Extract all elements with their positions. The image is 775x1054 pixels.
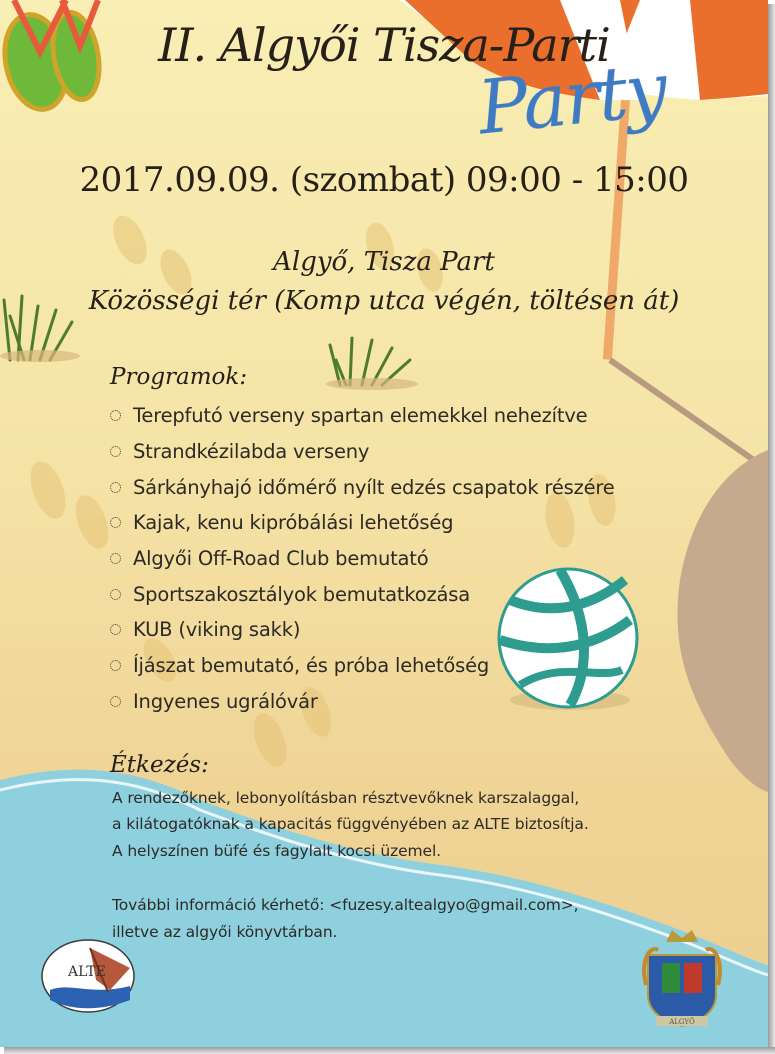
program-item-label: Algyői Off-Road Club bemutató [133,547,429,571]
poster-title-accent: Party [474,46,670,152]
programs-heading: Programok: [110,364,248,390]
food-heading: Étkezés: [110,752,209,778]
program-item-label: KUB (viking sakk) [133,618,301,642]
program-item-label: Sportszakosztályok bemutatkozása [133,582,470,606]
program-item-label: Strandkézilabda verseny [133,440,370,464]
palm-leaf-icon [677,450,768,792]
circle-bullet-icon [110,446,121,457]
page-shadow-right [768,4,775,1054]
poster-title: II. Algyői Tisza-Parti [158,18,610,72]
alte-logo-icon [42,940,134,1012]
program-item [110,469,615,505]
program-item [110,398,615,434]
program-list [110,398,615,719]
event-location: Algyő, Tisza Part [273,247,495,277]
program-item [110,648,615,684]
program-item [110,434,615,470]
circle-bullet-icon [110,589,121,600]
circle-bullet-icon [110,553,121,564]
food-text-line: A rendezőknek, lebonyolításban résztvevőknek karszalaggal, [112,789,580,807]
circle-bullet-icon [110,660,121,671]
contact-info-line: További információ kérhető: <fuzesy.altealgyo@gmail.com>, [112,896,579,914]
program-item [110,541,615,577]
circle-bullet-icon [110,624,121,635]
event-venue: Közösségi tér (Komp utca végén, töltésen át) [88,286,680,316]
circle-bullet-icon [110,410,121,421]
circle-bullet-icon [110,482,121,493]
event-date: 2017.09.09. (szombat) 09:00 - 15:00 [79,160,689,200]
circle-bullet-icon [110,517,121,528]
crest-banner-text: ALGYŐ [669,1018,695,1026]
program-item [110,576,615,612]
page-shadow-bottom [4,1047,775,1054]
food-text-line: a kilátogatóknak a kapacitás függvényében az ALTE biztosítja. [112,815,589,833]
program-item-label: Ingyenes ugrálóvár [133,689,318,713]
alte-logo-text: ALTE [68,964,106,980]
program-item-label: Terepfutó verseny spartan elemekkel nehezítve [133,404,588,428]
food-text-line: A helyszínen büfé és fagylalt kocsi üzemel. [112,842,442,860]
program-item [110,684,615,720]
circle-bullet-icon [110,696,121,707]
contact-info-line: illetve az algyői könyvtárban. [112,923,338,941]
program-item [110,505,615,541]
program-item-label: Íjászat bemutató, és próba lehetőség [133,654,490,678]
program-item-label: Kajak, kenu kipróbálási lehetőség [133,511,454,535]
program-item [110,612,615,648]
program-item-label: Sárkányhajó időmérő nyílt edzés csapatok részére [133,475,615,499]
